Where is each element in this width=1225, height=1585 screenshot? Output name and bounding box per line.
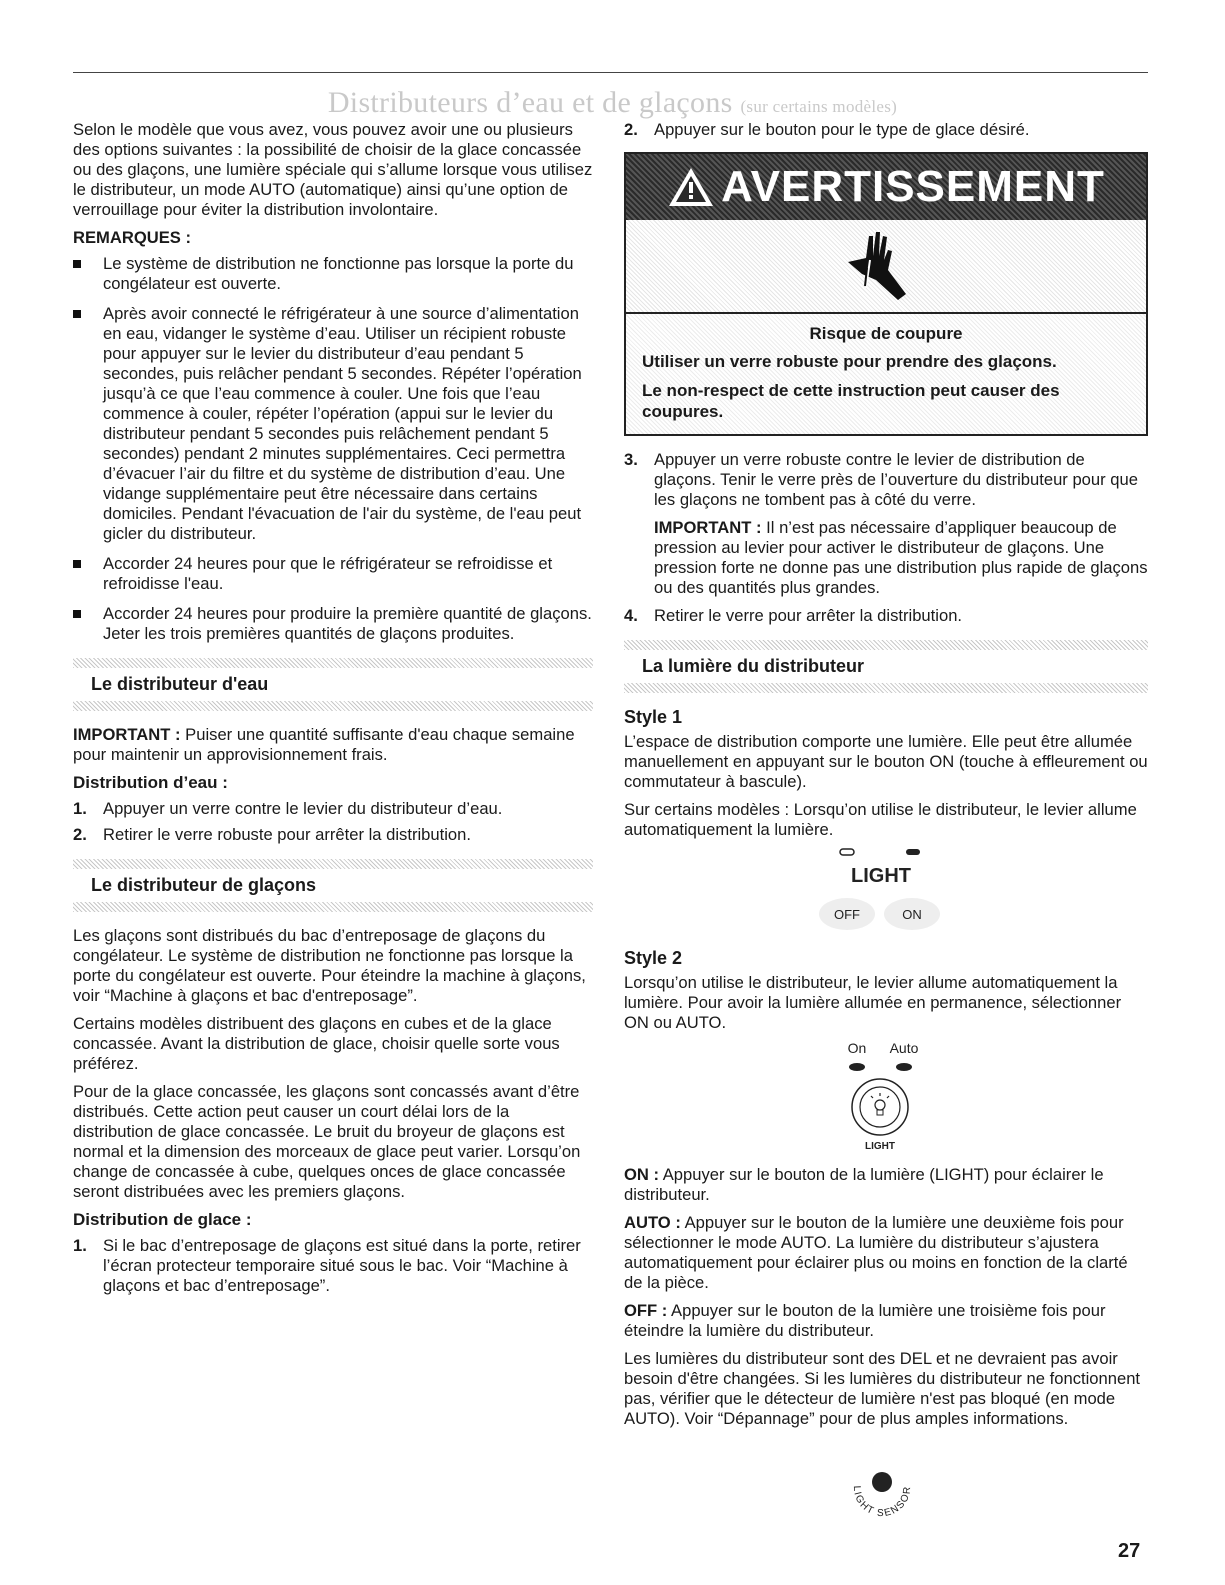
light-section-title: La lumière du distributeur: [642, 656, 865, 676]
on-description: [624, 1165, 1148, 1205]
water-important-text: Puiser une quantité suffisante d'eau chaque semaine pour maintenir un approvisionnement frais.: [73, 725, 575, 764]
bulb-ray-icon: [871, 1096, 873, 1098]
auto-text: Appuyer sur le bouton de la lumière une deuxième fois pour sélectionner le mode AUTO. La lumière du distributeur s’ajustera automatiquement pour éclairer plus ou moins en fonction de la clarté de la pièce.: [624, 1213, 1128, 1292]
water-section-title: Le distributeur d'eau: [91, 674, 269, 694]
on-mode-label: On: [847, 1041, 867, 1056]
list-item: [73, 799, 593, 819]
list-item: [73, 825, 593, 845]
step-number: 2.: [73, 825, 87, 844]
hatch-band: [624, 640, 1148, 650]
warning-box: [624, 152, 1148, 436]
remarques-label: REMARQUES :: [73, 228, 192, 247]
hatch-band: [73, 859, 593, 869]
right-column: [624, 120, 1148, 1437]
list-item: [624, 450, 1148, 510]
list-item: [624, 120, 1148, 140]
page-title-sub: (sur certains modèles): [740, 97, 898, 116]
page-title: [0, 86, 1225, 120]
step-number: 1.: [73, 1236, 87, 1255]
warning-triangle-icon: [667, 165, 715, 209]
warning-banner: [626, 154, 1146, 220]
warning-icon-area: [626, 220, 1146, 314]
step-number: 1.: [73, 799, 87, 818]
auto-term: AUTO :: [624, 1213, 681, 1232]
style1-paragraph-2: Sur certains modèles : Lorsqu’on utilise le distributeur, le levier allume automatiquement la lumière.: [624, 800, 1137, 839]
page-title-main: Distributeurs d’eau et de glaçons: [327, 86, 733, 119]
hatch-band: [73, 701, 593, 711]
off-term: OFF :: [624, 1301, 668, 1320]
on-indicator-icon: [906, 849, 920, 855]
ice-steps-continued: [624, 120, 1148, 140]
hatch-band: [73, 658, 593, 668]
style1-heading: Style 1: [624, 707, 683, 727]
step-text: Appuyer sur le bouton pour le type de glace désiré.: [654, 120, 1030, 139]
step-text: Si le bac d’entreposage de glaçons est situé dans la porte, retirer l’écran protecteur temporaire situé sous le bac. Voir “Machine à glaçons et bac d’entreposage”.: [103, 1236, 581, 1295]
step3-important: [624, 518, 1148, 598]
list-item: Accorder 24 heures pour que le réfrigérateur se refroidisse et refroidisse l'eau.: [73, 554, 593, 594]
hatch-band: [624, 683, 1148, 693]
bulb-icon: [875, 1100, 885, 1110]
remarques-list: [73, 254, 593, 644]
ice-paragraph-2: Certains modèles distribuent des glaçons en cubes et de la glace concassée. Avant la distribution de glace, choisir quelle sorte vous préférez.: [73, 1014, 560, 1073]
step-number: 2.: [624, 120, 638, 139]
off-label: OFF: [834, 907, 860, 922]
on-label: ON: [902, 907, 922, 922]
ice-steps-3: [624, 450, 1148, 510]
on-led-icon: [849, 1063, 865, 1071]
water-section-header: [73, 658, 593, 711]
style2-light-diagram: [624, 1041, 1148, 1153]
step3-important-text: Il n’est pas nécessaire d’appliquer beaucoup de pression au levier pour activer le distributeur de glaçons. Une pression forte ne donne pas une distribution plus rapide de glaçons ou des quantités plus grandes.: [654, 518, 1148, 597]
style2-paragraph-1: Lorsqu’on utilise le distributeur, le levier allume automatiquement la lumière. Pour avoir la lumière allumée en permanence, sélectionner ON ou AUTO.: [624, 973, 1122, 1032]
style1-paragraph-1: L’espace de distribution comporte une lumière. Elle peut être allumée manuellement en appuyant sur le bouton ON (touche à effleurement ou commutateur à bascule).: [624, 732, 1148, 791]
list-item: Après avoir connecté le réfrigérateur à une source d’alimentation en eau, vidanger le système d’eau. Utiliser un récipient robuste pour appuyer sur le levier du distributeur d’eau pendant 5 secondes, puis relâcher pendant 5 secondes. Répéter l’opération jusqu’à ce que l’eau commence à couler. Une fois que l’eau commence à couler, répéter l’opération (appui sur le levier du distributeur pendant 5 secondes puis relâchement pendant 5 secondes) pendant 2 minutes supplémentaires. Ceci permettra d’évacuer l’air du filtre et du système de distribution d’eau. Une vidange supplémentaire peut être nécessaire dans certains domiciles. Pendant l'évacuation de l'air du système, de l'eau peut gicler du distributeur.: [73, 304, 593, 544]
step-text: Retirer le verre pour arrêter la distribution.: [654, 606, 963, 625]
step-text: Appuyer un verre contre le levier du distributeur d’eau.: [103, 799, 503, 818]
list-item: Le système de distribution ne fonctionne pas lorsque la porte du congélateur est ouverte.: [73, 254, 593, 294]
off-text: Appuyer sur le bouton de la lumière une troisième fois pour éteindre la lumière du distributeur.: [624, 1301, 1106, 1340]
water-important: [73, 725, 593, 765]
important-label: IMPORTANT :: [73, 725, 181, 744]
warning-banner-text: AVERTISSEMENT: [721, 162, 1105, 211]
style2-light-label: LIGHT: [865, 1141, 895, 1152]
ice-paragraph-3: Pour de la glace concassée, les glaçons sont concassés avant d’être distribués. Cette action peut causer un court délai lors de la distribution de glace concassée. Le bruit du broyeur de glaçons est normal et la dimension des morceaux de glace peut varier. Lorsqu’on change de concassée à cube, quelques onces de glace concassée seront distribuées avec les premiers glaçons.: [73, 1082, 581, 1201]
top-rule: [73, 72, 1148, 73]
light-sensor-label: LIGHT SENSOR: [850, 1485, 914, 1520]
warning-body: [626, 314, 1146, 434]
style1-diagram-svg: [624, 848, 1148, 938]
led-paragraph: Les lumières du distributeur sont des DEL et ne devraient pas avoir besoin d'être changées. Si les lumières du distributeur ne fonctionnent pas, vérifier que le détecteur de lumière n'est pas bloqué (en mode AUTO). Voir “Dépannage” pour de plus amples informations.: [624, 1349, 1141, 1428]
style1-light-label: LIGHT: [851, 865, 911, 887]
water-dist-heading: Distribution d’eau :: [73, 773, 228, 792]
left-column: [73, 120, 593, 1304]
bulb-base-icon: [877, 1110, 883, 1115]
auto-description: [624, 1213, 1148, 1293]
warning-line-1: Utiliser un verre robuste pour prendre des glaçons.: [642, 352, 1057, 371]
off-description: [624, 1301, 1148, 1341]
light-section-header: [624, 640, 1148, 693]
list-item: Accorder 24 heures pour produire la première quantité de glaçons. Jeter les trois premières quantités de glaçons produites.: [73, 604, 593, 644]
warning-risk: Risque de coupure: [809, 324, 963, 343]
ice-dist-heading: Distribution de glace :: [73, 1210, 252, 1229]
auto-led-icon: [896, 1063, 912, 1071]
auto-mode-label: Auto: [889, 1041, 919, 1056]
important-label: IMPORTANT :: [654, 518, 762, 537]
page-number: 27: [1118, 1540, 1141, 1562]
ice-steps-4: [624, 606, 1148, 626]
style1-light-diagram: [624, 848, 1148, 938]
hatch-band: [73, 902, 593, 912]
ice-section-title: Le distributeur de glaçons: [91, 875, 317, 895]
on-term: ON :: [624, 1165, 660, 1184]
step-text: Appuyer un verre robuste contre le levier de distribution de glaçons. Tenir le verre près de l’ouverture du distributeur pour que les glaçons ne tombent pas à côté du verre.: [654, 450, 1138, 509]
style2-heading: Style 2: [624, 948, 683, 968]
style2-diagram-svg: [624, 1041, 1148, 1153]
intro-paragraph: Selon le modèle que vous avez, vous pouvez avoir une ou plusieurs des options suivantes : la possibilité de choisir de la glace concassée ou des glaçons, une lumière spéciale qui s’allume lorsque vous utilisez le distributeur, un mode AUTO (automatique) ainsi qu’une option de verrouillage pour éviter la distribution involontaire.: [73, 120, 593, 219]
ice-steps: [73, 1236, 593, 1296]
ice-paragraph-1: Les glaçons sont distribués du bac d’entreposage de glaçons du congélateur. Le système de distribution ne fonctionne pas lorsque la porte du congélateur est ouverte. Pour éteindre la machine à glaçons, voir “Machine à glaçons et bac d'entreposage”.: [73, 926, 586, 1005]
list-item: [73, 1236, 593, 1296]
list-item: [624, 606, 1148, 626]
step-text: Retirer le verre robuste pour arrêter la distribution.: [103, 825, 471, 844]
cut-hand-icon: [836, 228, 916, 304]
step-number: 4.: [624, 606, 638, 625]
ice-section-header: [73, 859, 593, 912]
off-indicator-icon: [840, 849, 854, 855]
on-text: Appuyer sur le bouton de la lumière (LIGHT) pour éclairer le distributeur.: [624, 1165, 1104, 1204]
bulb-ray-icon: [887, 1096, 889, 1098]
warning-line-2: Le non-respect de cette instruction peut causer des coupures.: [642, 381, 1060, 421]
step-number: 3.: [624, 450, 638, 469]
light-sensor-icon: [846, 1466, 918, 1526]
water-steps: [73, 799, 593, 845]
